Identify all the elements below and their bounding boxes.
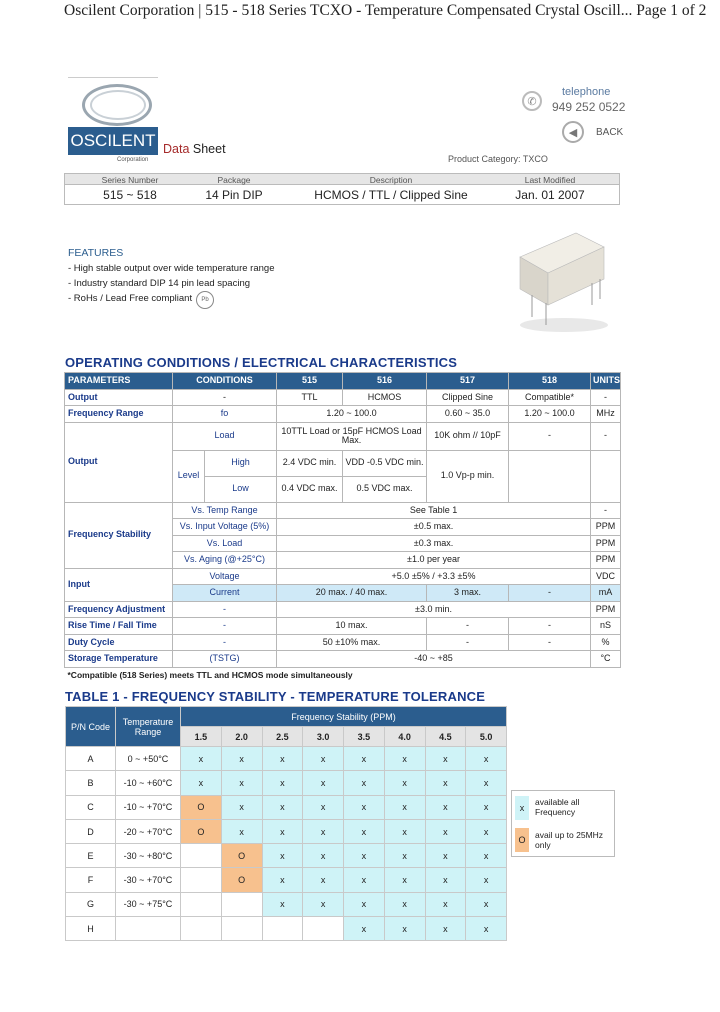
- stability-cell: [221, 917, 262, 941]
- header-units: UNITS: [591, 373, 621, 390]
- stability-cell: x: [425, 892, 466, 916]
- feature-item: - Industry standard DIP 14 pin lead spacing: [68, 278, 251, 289]
- stability-cell: x: [262, 795, 303, 819]
- back-arrow-icon[interactable]: ◀: [562, 121, 584, 143]
- stability-cell: x: [303, 844, 344, 868]
- stability-cell: O: [181, 795, 222, 819]
- divider: [68, 77, 158, 78]
- table-cell: 1.20 ~ 100.0: [277, 406, 427, 423]
- stability-cell: x: [262, 892, 303, 916]
- logo-subtitle: Corporation: [117, 157, 149, 163]
- stability-cell: x: [344, 892, 385, 916]
- logo-ring-inner-icon: [90, 90, 146, 120]
- table-cell: Compatible*: [509, 389, 591, 406]
- table-cell: Current: [173, 585, 277, 602]
- stability-cell: x: [262, 747, 303, 771]
- stability-column-header: 4.5: [425, 727, 466, 747]
- stability-cell: x: [344, 868, 385, 892]
- stability-cell: x: [466, 868, 507, 892]
- table-cell: -: [427, 618, 509, 635]
- legend-x-text: available all Frequency: [535, 797, 580, 818]
- legend-x-swatch: x: [515, 796, 529, 820]
- pn-code: C: [66, 795, 116, 819]
- page-header: Oscilent Corporation | 515 - 518 Series TCXO - Temperature Compensated Crystal Oscill... Page 1 of 2: [64, 2, 707, 19]
- info-bar: [64, 173, 620, 205]
- table-cell: ±1.0 per year: [277, 552, 591, 569]
- stability-cell: x: [384, 892, 425, 916]
- modified-value: Jan. 01 2007: [515, 188, 585, 202]
- stability-cell: x: [466, 844, 507, 868]
- stability-cell: [181, 892, 222, 916]
- pn-code: H: [66, 917, 116, 941]
- pn-code: D: [66, 819, 116, 843]
- stability-cell: x: [262, 844, 303, 868]
- stability-cell: x: [344, 844, 385, 868]
- section-title-operating: OPERATING CONDITIONS / ELECTRICAL CHARACTERISTICS: [65, 355, 458, 370]
- stability-cell: [303, 917, 344, 941]
- table-cell: ±3.0 min.: [277, 601, 591, 618]
- stability-cell: x: [384, 795, 425, 819]
- header-517: 517: [427, 373, 509, 390]
- pn-code: F: [66, 868, 116, 892]
- stability-cell: x: [221, 747, 262, 771]
- table-cell: 0.5 VDC max.: [343, 476, 427, 502]
- table-cell: 10 max.: [277, 618, 427, 635]
- stability-cell: x: [303, 892, 344, 916]
- modified-label: Last Modified: [524, 175, 576, 185]
- back-link[interactable]: BACK: [596, 127, 624, 138]
- table-cell: ±0.5 max.: [277, 519, 591, 536]
- legend-o-text: avail up to 25MHz only: [535, 830, 604, 851]
- stability-cell: x: [425, 771, 466, 795]
- table-cell: Vs. Aging (@+25°C): [173, 552, 277, 569]
- legend: [511, 790, 615, 857]
- stability-cell: [181, 844, 222, 868]
- stability-cell: x: [303, 795, 344, 819]
- table-cell: 0.4 VDC max.: [277, 476, 343, 502]
- stability-cell: x: [344, 819, 385, 843]
- feature-item: - RoHs / Lead Free compliant: [68, 293, 193, 304]
- table-cell: -: [427, 634, 509, 651]
- table-cell: 20 max. / 40 max.: [277, 585, 427, 602]
- param-output: Output: [65, 389, 173, 406]
- table-cell: -: [173, 389, 277, 406]
- stability-cell: x: [425, 844, 466, 868]
- stability-cell: x: [384, 771, 425, 795]
- series-label: Series Number: [101, 175, 159, 185]
- temperature-range: -30 ~ +80°C: [116, 844, 181, 868]
- table-cell: 0.60 ~ 35.0: [427, 406, 509, 423]
- table-row: [66, 844, 507, 868]
- table-cell: MHz: [591, 406, 621, 423]
- table-cell: 1.20 ~ 100.0: [509, 406, 591, 423]
- phone-icon: ✆: [522, 91, 542, 111]
- stability-column-header: 2.0: [221, 727, 262, 747]
- table-cell: -: [173, 634, 277, 651]
- pn-code: G: [66, 892, 116, 916]
- param-rise-fall: Rise Time / Fall Time: [65, 618, 173, 635]
- stability-cell: O: [181, 819, 222, 843]
- table-cell: -: [509, 634, 591, 651]
- product-category: Product Category: TXCO: [448, 154, 548, 164]
- table-cell: (TSTG): [173, 651, 277, 668]
- temperature-range: 0 ~ +50°C: [116, 747, 181, 771]
- table-cell: 1.0 Vp-p min.: [427, 450, 509, 502]
- stability-column-header: 3.5: [344, 727, 385, 747]
- temperature-range: [116, 917, 181, 941]
- features-title: FEATURES: [68, 247, 124, 259]
- telephone-number[interactable]: 949 252 0522: [552, 100, 626, 114]
- table-cell: PPM: [591, 552, 621, 569]
- series-value: 515 ~ 518: [103, 188, 157, 202]
- stability-table: [65, 706, 507, 941]
- stability-cell: x: [384, 747, 425, 771]
- temperature-range: -10 ~ +70°C: [116, 795, 181, 819]
- stability-cell: O: [221, 868, 262, 892]
- table-cell: Vs. Temp Range: [173, 502, 277, 519]
- stability-cell: O: [221, 844, 262, 868]
- stability-cell: x: [425, 747, 466, 771]
- stability-cell: x: [384, 819, 425, 843]
- company-logo: OSCILENT: [68, 127, 158, 155]
- stability-cell: x: [384, 917, 425, 941]
- table-cell: Low: [205, 476, 277, 502]
- package-label: Package: [217, 175, 251, 185]
- stability-cell: x: [262, 771, 303, 795]
- pn-code: B: [66, 771, 116, 795]
- table-cell: [509, 450, 591, 502]
- table-row: [66, 868, 507, 892]
- stability-column-header: 3.0: [303, 727, 344, 747]
- telephone-label: telephone: [562, 86, 611, 98]
- temperature-range: -10 ~ +60°C: [116, 771, 181, 795]
- stability-cell: x: [221, 819, 262, 843]
- stability-cell: x: [262, 819, 303, 843]
- description-value: HCMOS / TTL / Clipped Sine: [314, 188, 468, 202]
- param-frequency-stability: Frequency Stability: [65, 502, 173, 568]
- stability-cell: x: [303, 819, 344, 843]
- temperature-range: -30 ~ +75°C: [116, 892, 181, 916]
- table-cell: -40 ~ +85: [277, 651, 591, 668]
- header-parameters: PARAMETERS: [65, 373, 173, 390]
- stability-cell: x: [466, 917, 507, 941]
- stability-column-header: 2.5: [262, 727, 303, 747]
- compatibility-note: *Compatible (518 Series) meets TTL and HCMOS mode simultaneously: [67, 670, 353, 681]
- table-row: [66, 917, 507, 941]
- stability-cell: [262, 917, 303, 941]
- table-cell: °C: [591, 651, 621, 668]
- table-row: [66, 892, 507, 916]
- table-cell: -: [591, 422, 621, 450]
- table-cell: Load: [173, 422, 277, 450]
- product-photo: [512, 225, 608, 335]
- stability-cell: x: [466, 747, 507, 771]
- table-cell: -: [173, 618, 277, 635]
- stability-cell: x: [425, 819, 466, 843]
- header-temp-range: Temperature Range: [116, 707, 181, 747]
- pn-code: A: [66, 747, 116, 771]
- section-title-table1: TABLE 1 - FREQUENCY STABILITY - TEMPERATURE TOLERANCE: [65, 689, 486, 704]
- stability-column-header: 4.0: [384, 727, 425, 747]
- stability-cell: x: [466, 771, 507, 795]
- feature-item: - High stable output over wide temperature range: [68, 263, 275, 274]
- description-label: Description: [369, 175, 413, 185]
- stability-cell: [221, 892, 262, 916]
- table-cell: -: [509, 618, 591, 635]
- header-conditions: CONDITIONS: [173, 373, 277, 390]
- table-cell: Clipped Sine: [427, 389, 509, 406]
- legend-o-swatch: O: [515, 828, 529, 852]
- stability-cell: x: [466, 892, 507, 916]
- table-cell: -: [591, 502, 621, 519]
- table-cell: High: [205, 450, 277, 476]
- param-frequency-range: Frequency Range: [65, 406, 173, 423]
- stability-cell: x: [344, 771, 385, 795]
- table-cell: 50 ±10% max.: [277, 634, 427, 651]
- table-cell: See Table 1: [277, 502, 591, 519]
- table-cell: nS: [591, 618, 621, 635]
- stability-cell: x: [344, 917, 385, 941]
- stability-cell: x: [221, 795, 262, 819]
- table-cell: PPM: [591, 519, 621, 536]
- rohs-badge-icon: Pb: [196, 291, 214, 309]
- table-cell: 10K ohm // 10pF: [427, 422, 509, 450]
- stability-cell: x: [425, 917, 466, 941]
- table-cell: ±0.3 max.: [277, 535, 591, 552]
- stability-cell: [181, 868, 222, 892]
- param-storage-temperature: Storage Temperature: [65, 651, 173, 668]
- stability-cell: x: [384, 844, 425, 868]
- param-duty-cycle: Duty Cycle: [65, 634, 173, 651]
- header-pn-code: P/N Code: [66, 707, 116, 747]
- table-cell: HCMOS: [343, 389, 427, 406]
- table-cell: 2.4 VDC min.: [277, 450, 343, 476]
- header-515: 515: [277, 373, 343, 390]
- stability-cell: x: [303, 771, 344, 795]
- stability-cell: x: [425, 868, 466, 892]
- stability-cell: x: [344, 747, 385, 771]
- table-cell: +5.0 ±5% / +3.3 ±5%: [277, 568, 591, 585]
- header-516: 516: [343, 373, 427, 390]
- stability-cell: [181, 917, 222, 941]
- package-value: 14 Pin DIP: [205, 188, 263, 202]
- stability-column-header: 5.0: [466, 727, 507, 747]
- stability-cell: x: [425, 795, 466, 819]
- table-cell: VDC: [591, 568, 621, 585]
- table-cell: -: [509, 422, 591, 450]
- header-518: 518: [509, 373, 591, 390]
- table-cell: 3 max.: [427, 585, 509, 602]
- table-row: [66, 795, 507, 819]
- header-freq-stability: Frequency Stability (PPM): [181, 707, 507, 727]
- stability-cell: x: [303, 747, 344, 771]
- table-cell: -: [173, 601, 277, 618]
- table-cell: fo: [173, 406, 277, 423]
- datasheet-word2: Sheet: [192, 142, 226, 156]
- table-cell: -: [591, 389, 621, 406]
- stability-cell: x: [262, 868, 303, 892]
- stability-cell: x: [181, 771, 222, 795]
- table-cell: Level: [173, 450, 205, 502]
- param-output-2: Output: [65, 422, 173, 502]
- stability-column-header: 1.5: [181, 727, 222, 747]
- stability-cell: x: [384, 868, 425, 892]
- param-input: Input: [65, 568, 173, 601]
- table-cell: [591, 450, 621, 502]
- stability-cell: x: [344, 795, 385, 819]
- table-cell: PPM: [591, 535, 621, 552]
- table-cell: Vs. Load: [173, 535, 277, 552]
- stability-cell: x: [466, 819, 507, 843]
- table-cell: PPM: [591, 601, 621, 618]
- table-cell: TTL: [277, 389, 343, 406]
- table-row: [66, 771, 507, 795]
- table-row: [66, 747, 507, 771]
- temperature-range: -30 ~ +70°C: [116, 868, 181, 892]
- stability-cell: x: [181, 747, 222, 771]
- param-frequency-adjustment: Frequency Adjustment: [65, 601, 173, 618]
- table-cell: 10TTL Load or 15pF HCMOS Load Max.: [277, 422, 427, 450]
- table-cell: Vs. Input Voltage (5%): [173, 519, 277, 536]
- table-cell: Voltage: [173, 568, 277, 585]
- stability-cell: x: [466, 795, 507, 819]
- table-row: [66, 819, 507, 843]
- table-cell: %: [591, 634, 621, 651]
- stability-cell: x: [303, 868, 344, 892]
- table-cell: VDD -0.5 VDC min.: [343, 450, 427, 476]
- temperature-range: -20 ~ +70°C: [116, 819, 181, 843]
- electrical-table: [64, 372, 621, 684]
- datasheet-word1: Data: [163, 142, 190, 156]
- table-cell: mA: [591, 585, 621, 602]
- datasheet-title: [163, 142, 226, 156]
- stability-cell: x: [221, 771, 262, 795]
- table-cell: -: [509, 585, 591, 602]
- pn-code: E: [66, 844, 116, 868]
